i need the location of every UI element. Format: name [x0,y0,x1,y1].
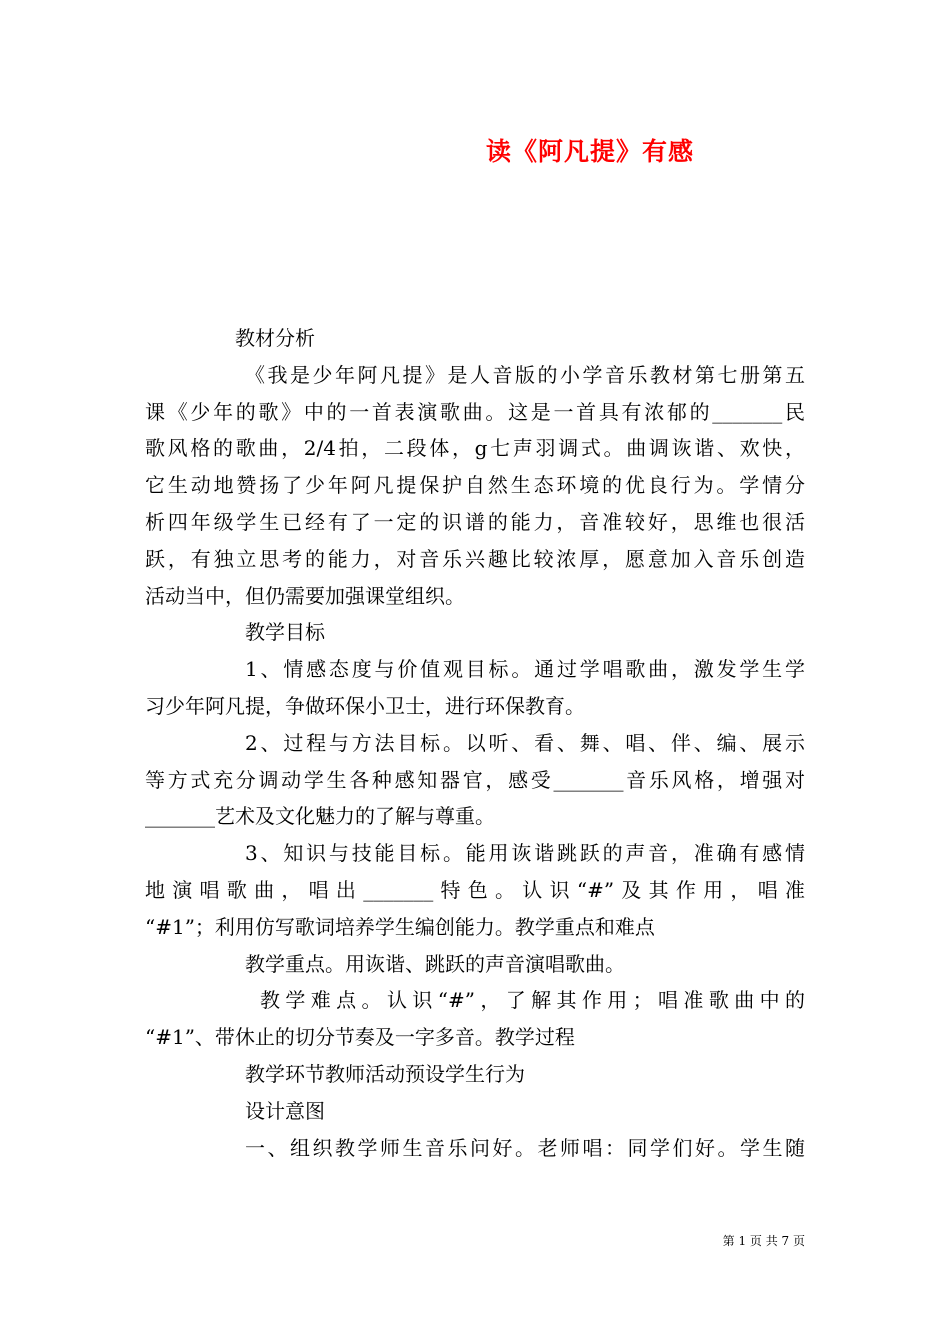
text-line: 地演唱歌曲，唱出_______特色。认识“#”及其作用，唱准 [145,877,805,902]
text-line: 设计意图 [245,1098,325,1123]
text-line: 教学环节教师活动预设学生行为 [245,1061,525,1086]
document-title: 读《阿凡提》有感 [485,137,694,166]
text-line: 习少年阿凡提，争做环保小卫士，进行环保教育。 [145,693,585,718]
text-line: “#1”、带休止的切分节奏及一字多音。教学过程 [145,1025,575,1050]
text-line: 课《少年的歌》中的一首表演歌曲。这是一首具有浓郁的_______民 [145,399,805,424]
document-body [145,320,805,1166]
text-line: “#1”；利用仿写歌词培养学生编创能力。教学重点和难点 [145,914,655,939]
text-line: 析四年级学生已经有了一定的识谱的能力，音准较好，思维也很活 [145,509,805,534]
page-footer: 第 1 页 共 7 页 [722,1234,805,1248]
text-line: 它生动地赞扬了少年阿凡提保护自然生态环境的优良行为。学情分 [145,473,805,498]
text-line: 教材分析 [235,326,315,350]
text-line: _______艺术及文化魅力的了解与尊重。 [145,804,495,829]
text-line: 活动当中，但仍需要加强课堂组织。 [145,583,465,608]
text-line: 等方式充分调动学生各种感知器官，感受_______音乐风格，增强对 [145,767,805,792]
text-line: 教学难点。认识“#”，了解其作用；唱准歌曲中的 [260,988,805,1013]
text-line: 一、组织教学师生音乐问好。老师唱：同学们好。学生随 [245,1135,805,1160]
text-line: 教学目标 [245,620,325,645]
text-line: 歌风格的歌曲，2/4拍，二段体，g七声羽调式。曲调诙谐、欢快， [145,436,805,461]
text-line: 《我是少年阿凡提》是人音版的小学音乐教材第七册第五 [245,362,805,387]
text-line: 3、知识与技能目标。能用诙谐跳跃的声音，准确有感情 [245,841,805,866]
text-line: 2、过程与方法目标。以听、看、舞、唱、伴、编、展示 [245,730,805,755]
text-line: 教学重点。用诙谐、跳跃的声音演唱歌曲。 [245,951,625,976]
text-line: 跃，有独立思考的能力，对音乐兴趣比较浓厚，愿意加入音乐创造 [145,546,805,571]
text-line: 1、情感态度与价值观目标。通过学唱歌曲，激发学生学 [245,657,805,682]
